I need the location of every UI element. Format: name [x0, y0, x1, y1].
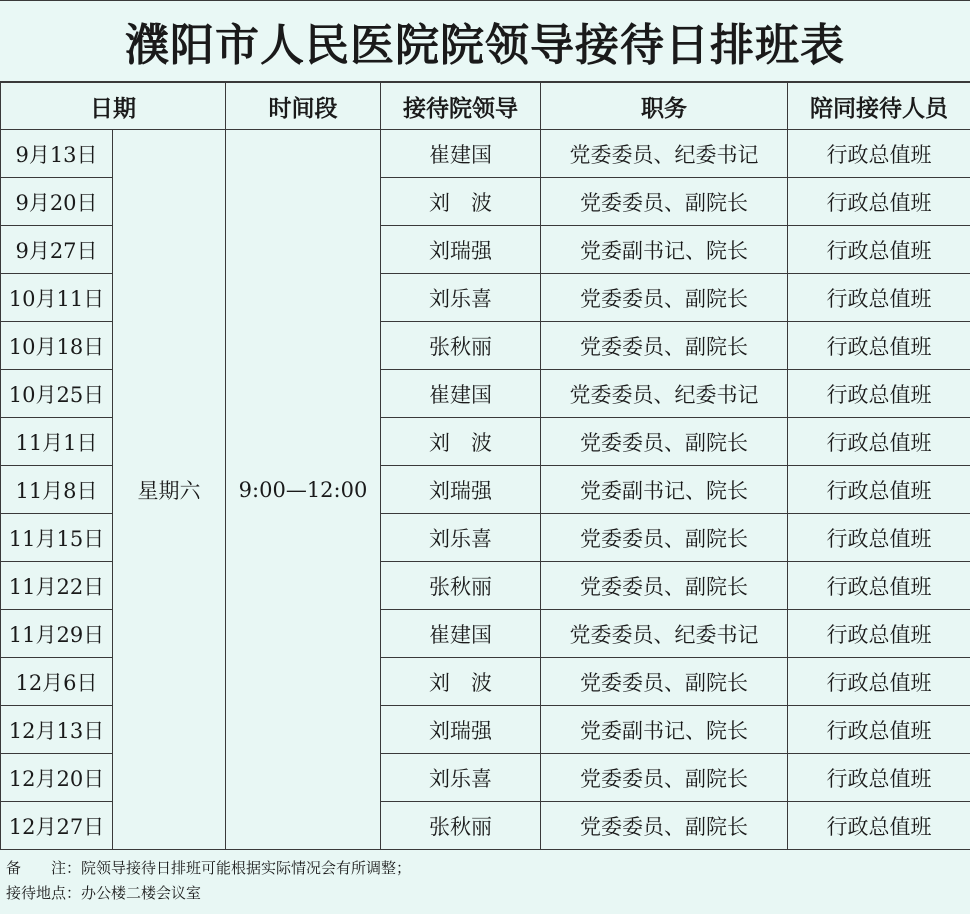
leader-cell: 刘乐喜	[381, 754, 541, 802]
date-cell: 11月29日	[1, 610, 113, 658]
date-cell: 11月1日	[1, 418, 113, 466]
header-position: 职务	[541, 83, 788, 130]
leader-cell: 张秋丽	[381, 562, 541, 610]
header-date: 日期	[1, 83, 226, 130]
position-cell: 党委委员、副院长	[541, 178, 788, 226]
remark-line	[6, 856, 970, 881]
staff-cell: 行政总值班	[788, 322, 970, 370]
leader-cell: 张秋丽	[381, 322, 541, 370]
position-cell: 党委委员、副院长	[541, 802, 788, 850]
date-cell: 12月20日	[1, 754, 113, 802]
staff-cell: 行政总值班	[788, 178, 970, 226]
position-cell: 党委委员、副院长	[541, 418, 788, 466]
location-label: 接待地点：	[6, 884, 82, 902]
weekday-cell: 星期六	[113, 130, 226, 850]
staff-cell: 行政总值班	[788, 754, 970, 802]
date-cell: 9月20日	[1, 178, 113, 226]
page-title: 濮阳市人民医院院领导接待日排班表	[0, 0, 970, 82]
leader-cell: 刘乐喜	[381, 514, 541, 562]
position-cell: 党委委员、纪委书记	[541, 370, 788, 418]
staff-cell: 行政总值班	[788, 562, 970, 610]
position-cell: 党委委员、副院长	[541, 274, 788, 322]
position-cell: 党委委员、副院长	[541, 322, 788, 370]
staff-cell: 行政总值班	[788, 130, 970, 178]
staff-cell: 行政总值班	[788, 418, 970, 466]
location-text: 办公楼二楼会议室	[81, 884, 202, 902]
position-cell: 党委委员、纪委书记	[541, 130, 788, 178]
date-cell: 9月13日	[1, 130, 113, 178]
time-slot-cell: 9:00—12:00	[226, 130, 381, 850]
leader-cell: 刘 波	[381, 658, 541, 706]
header-time: 时间段	[226, 83, 381, 130]
position-cell: 党委委员、副院长	[541, 514, 788, 562]
staff-cell: 行政总值班	[788, 514, 970, 562]
date-cell: 12月27日	[1, 802, 113, 850]
position-cell: 党委委员、副院长	[541, 658, 788, 706]
position-cell: 党委副书记、院长	[541, 466, 788, 514]
position-cell: 党委委员、副院长	[541, 562, 788, 610]
position-cell: 党委委员、纪委书记	[541, 610, 788, 658]
leader-cell: 刘乐喜	[381, 274, 541, 322]
date-cell: 11月22日	[1, 562, 113, 610]
schedule-body	[1, 130, 970, 850]
date-cell: 11月15日	[1, 514, 113, 562]
header-row	[1, 83, 970, 130]
schedule-table	[0, 82, 970, 850]
position-cell: 党委副书记、院长	[541, 226, 788, 274]
leader-cell: 崔建国	[381, 610, 541, 658]
staff-cell: 行政总值班	[788, 370, 970, 418]
date-cell: 12月6日	[1, 658, 113, 706]
notes-section	[0, 849, 970, 914]
leader-cell: 崔建国	[381, 130, 541, 178]
date-cell: 10月11日	[1, 274, 113, 322]
position-cell: 党委委员、副院长	[541, 754, 788, 802]
position-cell: 党委副书记、院长	[541, 706, 788, 754]
leader-cell: 刘瑞强	[381, 466, 541, 514]
leader-cell: 崔建国	[381, 370, 541, 418]
date-cell: 9月27日	[1, 226, 113, 274]
staff-cell: 行政总值班	[788, 610, 970, 658]
date-cell: 10月25日	[1, 370, 113, 418]
leader-cell: 刘 波	[381, 418, 541, 466]
date-cell: 11月8日	[1, 466, 113, 514]
staff-cell: 行政总值班	[788, 226, 970, 274]
leader-cell: 刘 波	[381, 178, 541, 226]
remark-label: 备 注：	[6, 859, 82, 877]
leader-cell: 刘瑞强	[381, 706, 541, 754]
date-cell: 12月13日	[1, 706, 113, 754]
table-row	[1, 130, 970, 178]
staff-cell: 行政总值班	[788, 706, 970, 754]
leader-cell: 张秋丽	[381, 802, 541, 850]
remark-text: 院领导接待日排班可能根据实际情况会有所调整；	[81, 859, 412, 877]
location-line	[6, 881, 970, 906]
date-cell: 10月18日	[1, 322, 113, 370]
staff-cell: 行政总值班	[788, 274, 970, 322]
staff-cell: 行政总值班	[788, 466, 970, 514]
staff-cell: 行政总值班	[788, 658, 970, 706]
header-staff: 陪同接待人员	[788, 83, 970, 130]
staff-cell: 行政总值班	[788, 802, 970, 850]
header-leader: 接待院领导	[381, 83, 541, 130]
leader-cell: 刘瑞强	[381, 226, 541, 274]
